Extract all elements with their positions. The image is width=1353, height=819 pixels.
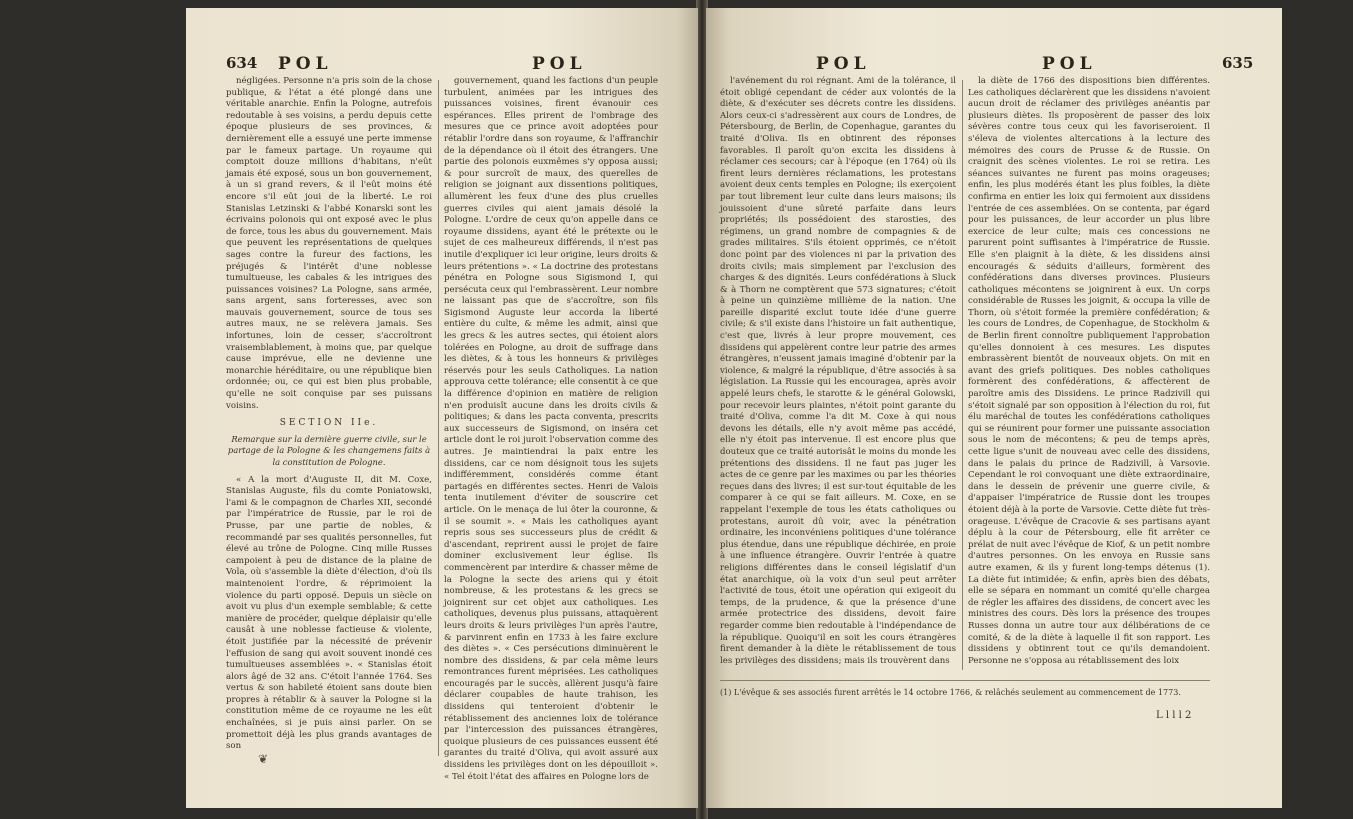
section-title: SECTION IIe. [279, 418, 379, 429]
right-page [706, 8, 1282, 808]
footnote-rule [720, 680, 1210, 681]
running-head-right-2: POL [1042, 54, 1097, 74]
paragraph: gouvernement, quand les factions d'un peuple turbulent, animées par les intrigues des puissances voisines, firent évanouir ces espérances. Elles prirent de l'ombrage des mesures que ce prince avoit adoptées pour rétablir l'ordre dans son royaume, & l'affranchir de la dépendance où il étoit des étrangers. Une partie des polonois euxmêmes s'y opposa aussi; & pour surcroît de maux, des querelles de religion se joignant aux dissentions politiques, allumèrent les feux d'une des plus cruelles guerres civiles qui aient jamais désolé la Pologne. L'ordre de ceux qu'on appelle dans ce royaume dissidens, ayant été le prétexte ou le sujet de ces malheureux différends, il n'est pas inutile d'expliquer ici leur origine, leurs droits & leurs prétentions ». « La doctrine des protestans pénétra en Pologne sous Sigismond I, qui persécuta ceux qui l'embrassèrent. Leur nombre ne laissant pas que de s'accroître, son fils Sigismond Auguste leur accorda la liberté entière du culte, & même les admit, ainsi que les grecs & les autres sectes, qui étoient alors tolérées en Pologne, au droit de suffrage dans les diètes, & à tous les honneurs & privilèges réservés pour les seuls Catholiques. La nation approuva cette tolérance; elle consentit à ce que la différence d'opinion en matière de religion n'en produisît aucune dans les droits civils & politiques; & dans les pacta conventa, prescrits aux successeurs de Sigismond, on inséra cet article dont le roi juroit l'observation comme des autres. Je maintiendrai la paix entre les dissidens, car ce nom désignoit tous les sujets indifféremment, considérés comme étant partagés en différentes sectes. Henri de Valois tenta inutilement d'éviter de souscrire cet article. On le menaça de lui ôter la couronne, & il se soumit ». « Mais les catholiques ayant repris sous ses successeurs plus de crédit & d'ascendant, reprirent aussi le projet de faire dominer exclusivement leur église. Ils commencèrent par interdire & chasser même de la Pologne la secte des ariens qui y étoit nombreuse, & les protestans & les grecs se joignirent sur cet objet aux catholiques. Les catholiques, devenus plus puissans, attaquèrent leurs droits & leurs privilèges l'un après l'autre, & parvinrent enfin en 1733 à les faire exclure des diètes ». « Ces persécutions diminuèrent le nombre des dissidens, & par cela même leurs remontrances furent méprisées. Les catholiques encouragés par le succès, allèrent jusqu'à faire déclarer coupables de haute trahison, les dissidens qui tenteroient d'obtenir le rétablissement des anciennes loix de tolérance par l'intercession des puissances étrangères, quoique plusieurs de ces puissances eussent été garantes du traité d'Oliva, qui avoit assuré aux dissidens les privilèges dont on les dépouilloit ». « Tel étoit l'état des affaires en Pologne lors de [444, 76, 658, 782]
column-rule [962, 80, 963, 670]
running-head-left-1: POL [278, 54, 333, 74]
right-column-2 [968, 76, 1210, 676]
running-head-left-2: POL [532, 54, 587, 74]
section-remark: Remarque sur la dernière guerre civile, sur le partage de la Pologne & les changemens faits à la constitution de Pologne. [227, 433, 431, 467]
left-page [186, 8, 698, 808]
footnote: (1) L'évêque & ses associés furent arrêtés le 14 octobre 1766, & relâchés seulement au commencement de 1773. [720, 688, 1181, 697]
paragraph: l'avénement du roi régnant. Ami de la tolérance, il étoit obligé cependant de céder aux volontés de la diète, & d'exécuter ses décrets contre les dissidens. Alors ceux-ci s'adressèrent aux cours de Londres, de Pétersbourg, de Berlin, de Copenhague, garantes du traité d'Oliva. Ils en obtinrent des réponses favorables. Il paroît qu'on excita les dissidens à réclamer ces secours; car à l'époque (en 1764) où ils firent leurs dernières réclamations, les protestans avoient deux cents temples en Pologne; ils exerçoient par tout librement leur culte dans leurs maisons; ils jouissoient d'une sûreté parfaite dans leurs propriétés; ils possédoient des starosties, des régimens, un grand nombre de compagnies & de grades militaires. S'ils étoient opprimés, ce n'étoit donc point par des violences ni par la privation des droits civils; mais simplement par l'exclusion des charges & des dignités. Leurs confédérations à Sluck & à Thorn ne comptèrent que 573 signatures; c'étoit à peine un quinzième millième de la nation. Une pareille disparité exclut toute idée d'une guerre civile; & s'il existe dans l'histoire un fait authentique, c'est que, livrés à leur propre mouvement, ces dissidens qui appelèrent contre leur patrie des armes étrangères, n'eussent jamais imaginé d'obtenir par la violence, & malgré la république, d'être associés à sa législation. La Russie qui les encouragea, après avoir appelé leurs chefs, le starotte & le général Golowski, pour recevoir leurs plaintes, n'étoit point garante du traité d'Oliva, comme l'a dit M. Coxe à qui nous devons les détails, elle n'y avoit même pas accédé, elle n'y étoit pas intervenue. Il est encore plus que douteux que ce traité autorisât le moins du monde les prétentions des dissidens. Il ne faut pas juger les actes de ce genre par les maximes ou par les théories reçues dans des livres; il est sur-tout équitable de les comparer à ce qui se fait ailleurs. M. Coxe, en se rappelant l'exemple de tous les états catholiques ou protestans, auroit dû voir, avec la pénétration ordinaire, les inconvéniens politiques d'une tolérance plus étendue, dans une république déchirée, en proie à une influence étrangère. Ouvrir l'entrée à quatre religions différentes dans le conseil législatif d'un état anarchique, où la voix d'un seul peut arrêter l'activité de tous, étoit une opération qui exigeoit du temps, de la prudence, & que la présence d'une armée protectrice des dissidens, devoit faire regarder comme bien redoutable à l'indépendance de la république. Quoiqu'il en soit les cours étrangères firent demander à la diète le rétablissement de tous les privilèges des dissidens; mais ils trouvèrent dans [720, 76, 956, 666]
page-number-right: 635 [1222, 54, 1254, 72]
left-column-2 [444, 76, 658, 782]
column-rule [438, 80, 439, 756]
paragraph: négligées. Personne n'a pris soin de la chose publique, & l'état a été plongé dans une véritable anarchie. Enfin la Pologne, autrefois redoutable à ses voisins, a perdu depuis cette époque plusieurs de ses provinces, & dernièrement elle a essuyé une perte immense par le fameux partage. Un royaume qui comptoit douze millions d'habitans, n'eût jamais été exposé, sous un bon gouvernement, à un si grand revers, & il l'eût moins été encore s'il eût joui de la liberté. Le roi Stanislas Letzinski & l'abbé Konarski sont les écrivains polonois qui ont exposé avec le plus de force, tous les abus du gouvernement. Mais que peuvent les représentations de quelques sages contre la fureur des factions, les préjugés & l'intérêt d'une noblesse tumultueuse, les cabales & les intrigues des puissances voisines? La Pologne, sans armée, sans argent, sans forteresses, avec son mauvais gouvernement, source de tous ses autres maux, ne se relèvera jamais. Ses infortunes, loin de cesser, s'accroîtront vraisemblablement, à moins que, par quelque cause imprévue, elle ne devienne une monarchie héréditaire, ou une république bien ordonnée; ou, ce qui est bien plus probable, qu'elle ne soit conquise par ses puissans voisins. [226, 76, 432, 411]
right-column-1 [720, 76, 956, 676]
ornament-icon: ❦ [258, 752, 269, 766]
signature-mark: L l l l 2 [1156, 710, 1192, 721]
paragraph: la diète de 1766 des dispositions bien différentes. Les catholiques déclarèrent que les dissidens n'avoient aucun droit de réclamer des privilèges anéantis par plusieurs diètes. Ils proposèrent de passer des loix sévères contre tous ceux qui les favoriseroient. Il s'éleva de violentes altercations à la lecture des mémoires des cours de Prusse & de Russie. On craignit des scènes violentes. Le roi se retira. Les séances suivantes ne furent pas moins orageuses; enfin, les plus modérés étant les plus foibles, la diète confirma en entier les loix qui fermoient aux dissidens l'entrée de ces assemblées. On se contenta, par égard pour les puissances, de leur accorder un plus libre exercice de leur culte; mais ces concessions ne parurent point suffisantes à l'impératrice de Russie. Elle s'en plaignit à la diète, & les dissidens ainsi encouragés & séduits d'ailleurs, formèrent des confédérations dans diverses provinces. Plusieurs catholiques mécontens se joignirent à eux. Un corps considérable de Russes les joignit, & occupa la ville de Thorn, où s'étoit formée la première confédération; & les cours de Londres, de Copenhague, de Stockholm & de Berlin firent connoître publiquement l'approbation qu'elles donnoient à ces mesures. Les disputes embrassèrent bientôt de nouveaux objets. On mit en avant des griefs politiques. Des nobles catholiques formèrent des confédérations, & affectèrent de paroître amis des Dissidens. Le prince Radzivill qui s'étoit signalé par son opposition à l'élection du roi, fut élu maréchal de toutes les confédérations catholiques qui se réunirent pour former une puissante association sous le nom de mécontens; & peu de temps après, cette ligue s'unit de nouveau avec celle des dissidens, dans le palais du prince de Radzivill, à Varsovie. Cependant le roi convoquant une diète extraordinaire, dans le dessein de prévenir une guerre civile, & d'appaiser l'impératrice de Russie dont les troupes étoient déjà à la porte de Varsovie. Cette diète fut très-orageuse. L'évêque de Cracovie & ses partisans ayant déplu à la cour de Pétersbourg, elle fit arrêter ce prélat de nuit avec l'évêque de Kiof, & un petit nombre d'autres personnes. On les envoya en Russie sans autre examen, & ils y furent long-temps détenus (1). La diète fut intimidée; & enfin, après bien des débats, elle se sépara en nommant un comité qu'elle chargea de régler les affaires des dissidens, de concert avec les ministres des cours. Dès lors la présence des troupes Russes donna un autre tour aux délibérations de ce comité, & de la diète à laquelle il fit son rapport. Les dissidens y obtinrent tout ce qu'ils demandoient. Personne ne s'opposa au rétablissement des loix [968, 76, 1210, 666]
page-number-left: 634 [226, 54, 258, 72]
left-column-1 [226, 76, 432, 756]
running-head-right-1: POL [816, 54, 871, 74]
paragraph: « A la mort d'Auguste II, dit M. Coxe, Stanislas Auguste, fils du comte Poniatowski, l'ami & le compagnon de Charles XII, secondé par l'impératrice de Russie, par le roi de Prusse, par une partie de nobles, & recommandé par ses qualités personnelles, fut élevé au trône de Pologne. Cinq mille Russes campoient à peu de distance de la plaine de Vola, où s'assemble la diète d'élection, d'où ils maintenoient l'ordre, & réprimoient la violence du parti opposé. Depuis un siècle on avoit vu plus d'un exemple semblable; & cette manière de procéder, quelque déplaisir qu'elle causât à une noblesse factieuse & violente, étoit justifiée par la nécessité de prévenir l'effusion de sang qui avoit souvent inondé ces tumultueuses assemblées ». « Stanislas étoit alors âgé de 32 ans. C'étoit l'année 1764. Ses vertus & son habileté étoient sans doute bien propres à rétablir & à sauver la Pologne si la constitution même de ce royaume ne les eût enchaînées, si je puis ainsi parler. On se promettoit déjà les plus grands avantages de son [226, 474, 432, 752]
